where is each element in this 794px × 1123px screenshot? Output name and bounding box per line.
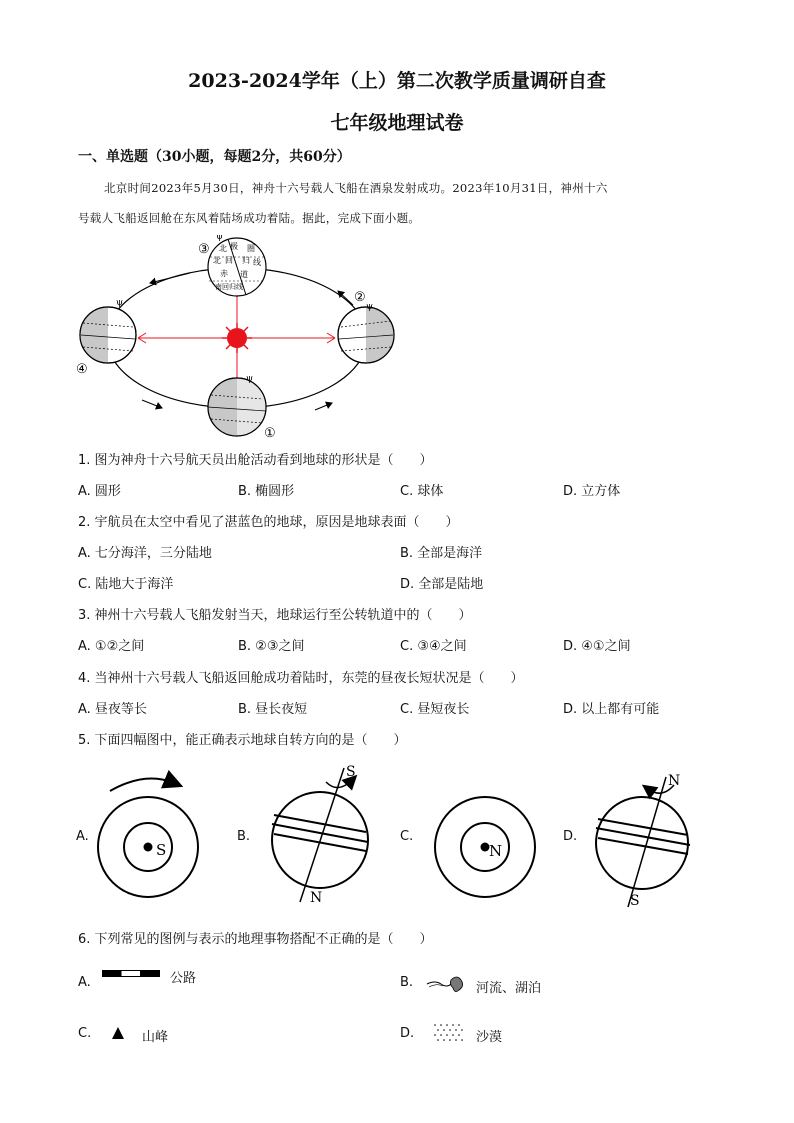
mountain-peak-icon [111, 1026, 125, 1040]
page-title: 2023-2024学年（上）第二次教学质量调研自查 [188, 70, 606, 92]
page-subtitle: 七年级地理试卷 [330, 112, 464, 134]
q6-option-a[interactable]: A. [78, 975, 91, 990]
svg-text:N: N [668, 773, 681, 789]
orbit-arrow [142, 400, 162, 408]
svg-text:北: 北 [219, 244, 227, 253]
rotation-diagram-b [262, 760, 382, 910]
q2-option-c[interactable]: C. 陆地大于海洋 [78, 577, 174, 592]
orbit-arrow [150, 273, 190, 283]
q4-option-b[interactable]: B. 昼长夜短 [238, 702, 308, 717]
q5-option-a[interactable]: A. [76, 829, 89, 844]
q5-option-b[interactable]: B. [237, 829, 251, 844]
orbit-label-3: ③ [198, 242, 210, 257]
svg-text:S: S [156, 841, 167, 859]
q3-option-c[interactable]: C. ③④之间 [400, 639, 467, 654]
svg-text:道: 道 [240, 270, 248, 279]
q5-option-c[interactable]: C. [400, 829, 414, 844]
question-3-stem: 3. 神州十六号载人飞船发射当天，地球运行至公转轨道中的（ ） [78, 608, 472, 623]
rotation-diagram-a [90, 765, 215, 910]
q3-option-b[interactable]: B. ②③之间 [238, 639, 305, 654]
orbit-label-2: ② [354, 290, 366, 305]
globe-1 [208, 374, 266, 436]
svg-text:归: 归 [242, 256, 250, 265]
rotation-diagram-c [427, 790, 547, 905]
svg-text:ψ: ψ [366, 302, 374, 312]
orbit-label-4: ④ [76, 362, 88, 377]
orbit-label-1: ① [264, 426, 276, 441]
svg-text:ψ: ψ [216, 235, 224, 242]
q4-option-c[interactable]: C. 昼短夜长 [400, 702, 470, 717]
svg-text:南回归线: 南回归线 [215, 283, 243, 291]
svg-text:ψ: ψ [116, 298, 124, 308]
river-lake-legend-symbol [425, 972, 465, 996]
q6-legend-desert: 沙漠 [476, 1030, 503, 1045]
svg-text:线: 线 [253, 258, 261, 267]
q4-option-a[interactable]: A. 昼夜等长 [78, 702, 147, 717]
svg-text:回: 回 [225, 256, 233, 265]
desert-legend-symbol [432, 1022, 464, 1044]
q5-option-d[interactable]: D. [563, 829, 578, 844]
q1-option-b[interactable]: B. 椭圆形 [238, 484, 295, 499]
globe-4 [78, 298, 136, 365]
question-6-stem: 6. 下列常见的图例与表示的地理事物搭配不正确的是（ ） [78, 932, 433, 947]
question-5-stem: 5. 下面四幅图中，能正确表示地球自转方向的是（ ） [78, 733, 407, 748]
svg-text:N: N [310, 890, 323, 906]
passage-line-2: 号载人飞船返回舱在东风着陆场成功着陆。据此，完成下面小题。 [78, 211, 421, 225]
rotation-diagram-d [590, 765, 710, 910]
q1-option-c[interactable]: C. 球体 [400, 484, 444, 499]
svg-text:ψ: ψ [246, 374, 254, 384]
svg-text:S: S [630, 893, 640, 909]
q2-option-a[interactable]: A. 七分海洋，三分陆地 [78, 546, 212, 561]
globe-3 [208, 235, 266, 296]
q1-option-a[interactable]: A. 圆形 [78, 484, 121, 499]
question-1-stem: 1. 图为神舟十六号航天员出舱活动看到地球的形状是（ ） [78, 453, 433, 468]
q2-option-d[interactable]: D. 全部是陆地 [400, 577, 484, 592]
q6-option-b[interactable]: B. [400, 975, 414, 990]
road-legend-symbol [102, 970, 160, 977]
question-4-stem: 4. 当神州十六号载人飞船返回舱成功着陆时，东莞的昼夜长短状况是（ ） [78, 671, 524, 686]
svg-text:北: 北 [213, 256, 221, 265]
passage-line-1: 北京时间2023年5月30日，神舟十六号载人飞船在酒泉发射成功。2023年10月31日，神州十六 [104, 181, 608, 195]
section-heading: 一、单选题（30小题，每题2分，共60分） [78, 149, 351, 165]
q6-legend-river-lake: 河流、湖泊 [476, 981, 542, 996]
svg-text:赤: 赤 [220, 269, 228, 278]
q3-option-a[interactable]: A. ①②之间 [78, 639, 145, 654]
orbit-arrow [315, 403, 332, 410]
svg-text:S: S [346, 764, 356, 780]
question-2-stem: 2. 宇航员在太空中看见了湛蓝色的地球，原因是地球表面（ ） [78, 515, 459, 530]
q3-option-d[interactable]: D. ④①之间 [563, 639, 631, 654]
q6-option-c[interactable]: C. [78, 1026, 92, 1041]
svg-text:极: 极 [230, 242, 238, 251]
sun-icon [222, 323, 252, 353]
q6-option-d[interactable]: D. [400, 1026, 415, 1041]
svg-text:N: N [489, 842, 503, 860]
globe-2 [338, 302, 396, 365]
q6-legend-road: 公路 [170, 971, 197, 986]
q1-option-d[interactable]: D. 立方体 [563, 484, 621, 499]
orbit-arrow [338, 291, 353, 305]
q2-option-b[interactable]: B. 全部是海洋 [400, 546, 483, 561]
svg-text:圈: 圈 [247, 244, 255, 253]
orbit-figure [70, 235, 410, 445]
q4-option-d[interactable]: D. 以上都有可能 [563, 702, 660, 717]
q6-legend-peak: 山峰 [142, 1030, 169, 1045]
